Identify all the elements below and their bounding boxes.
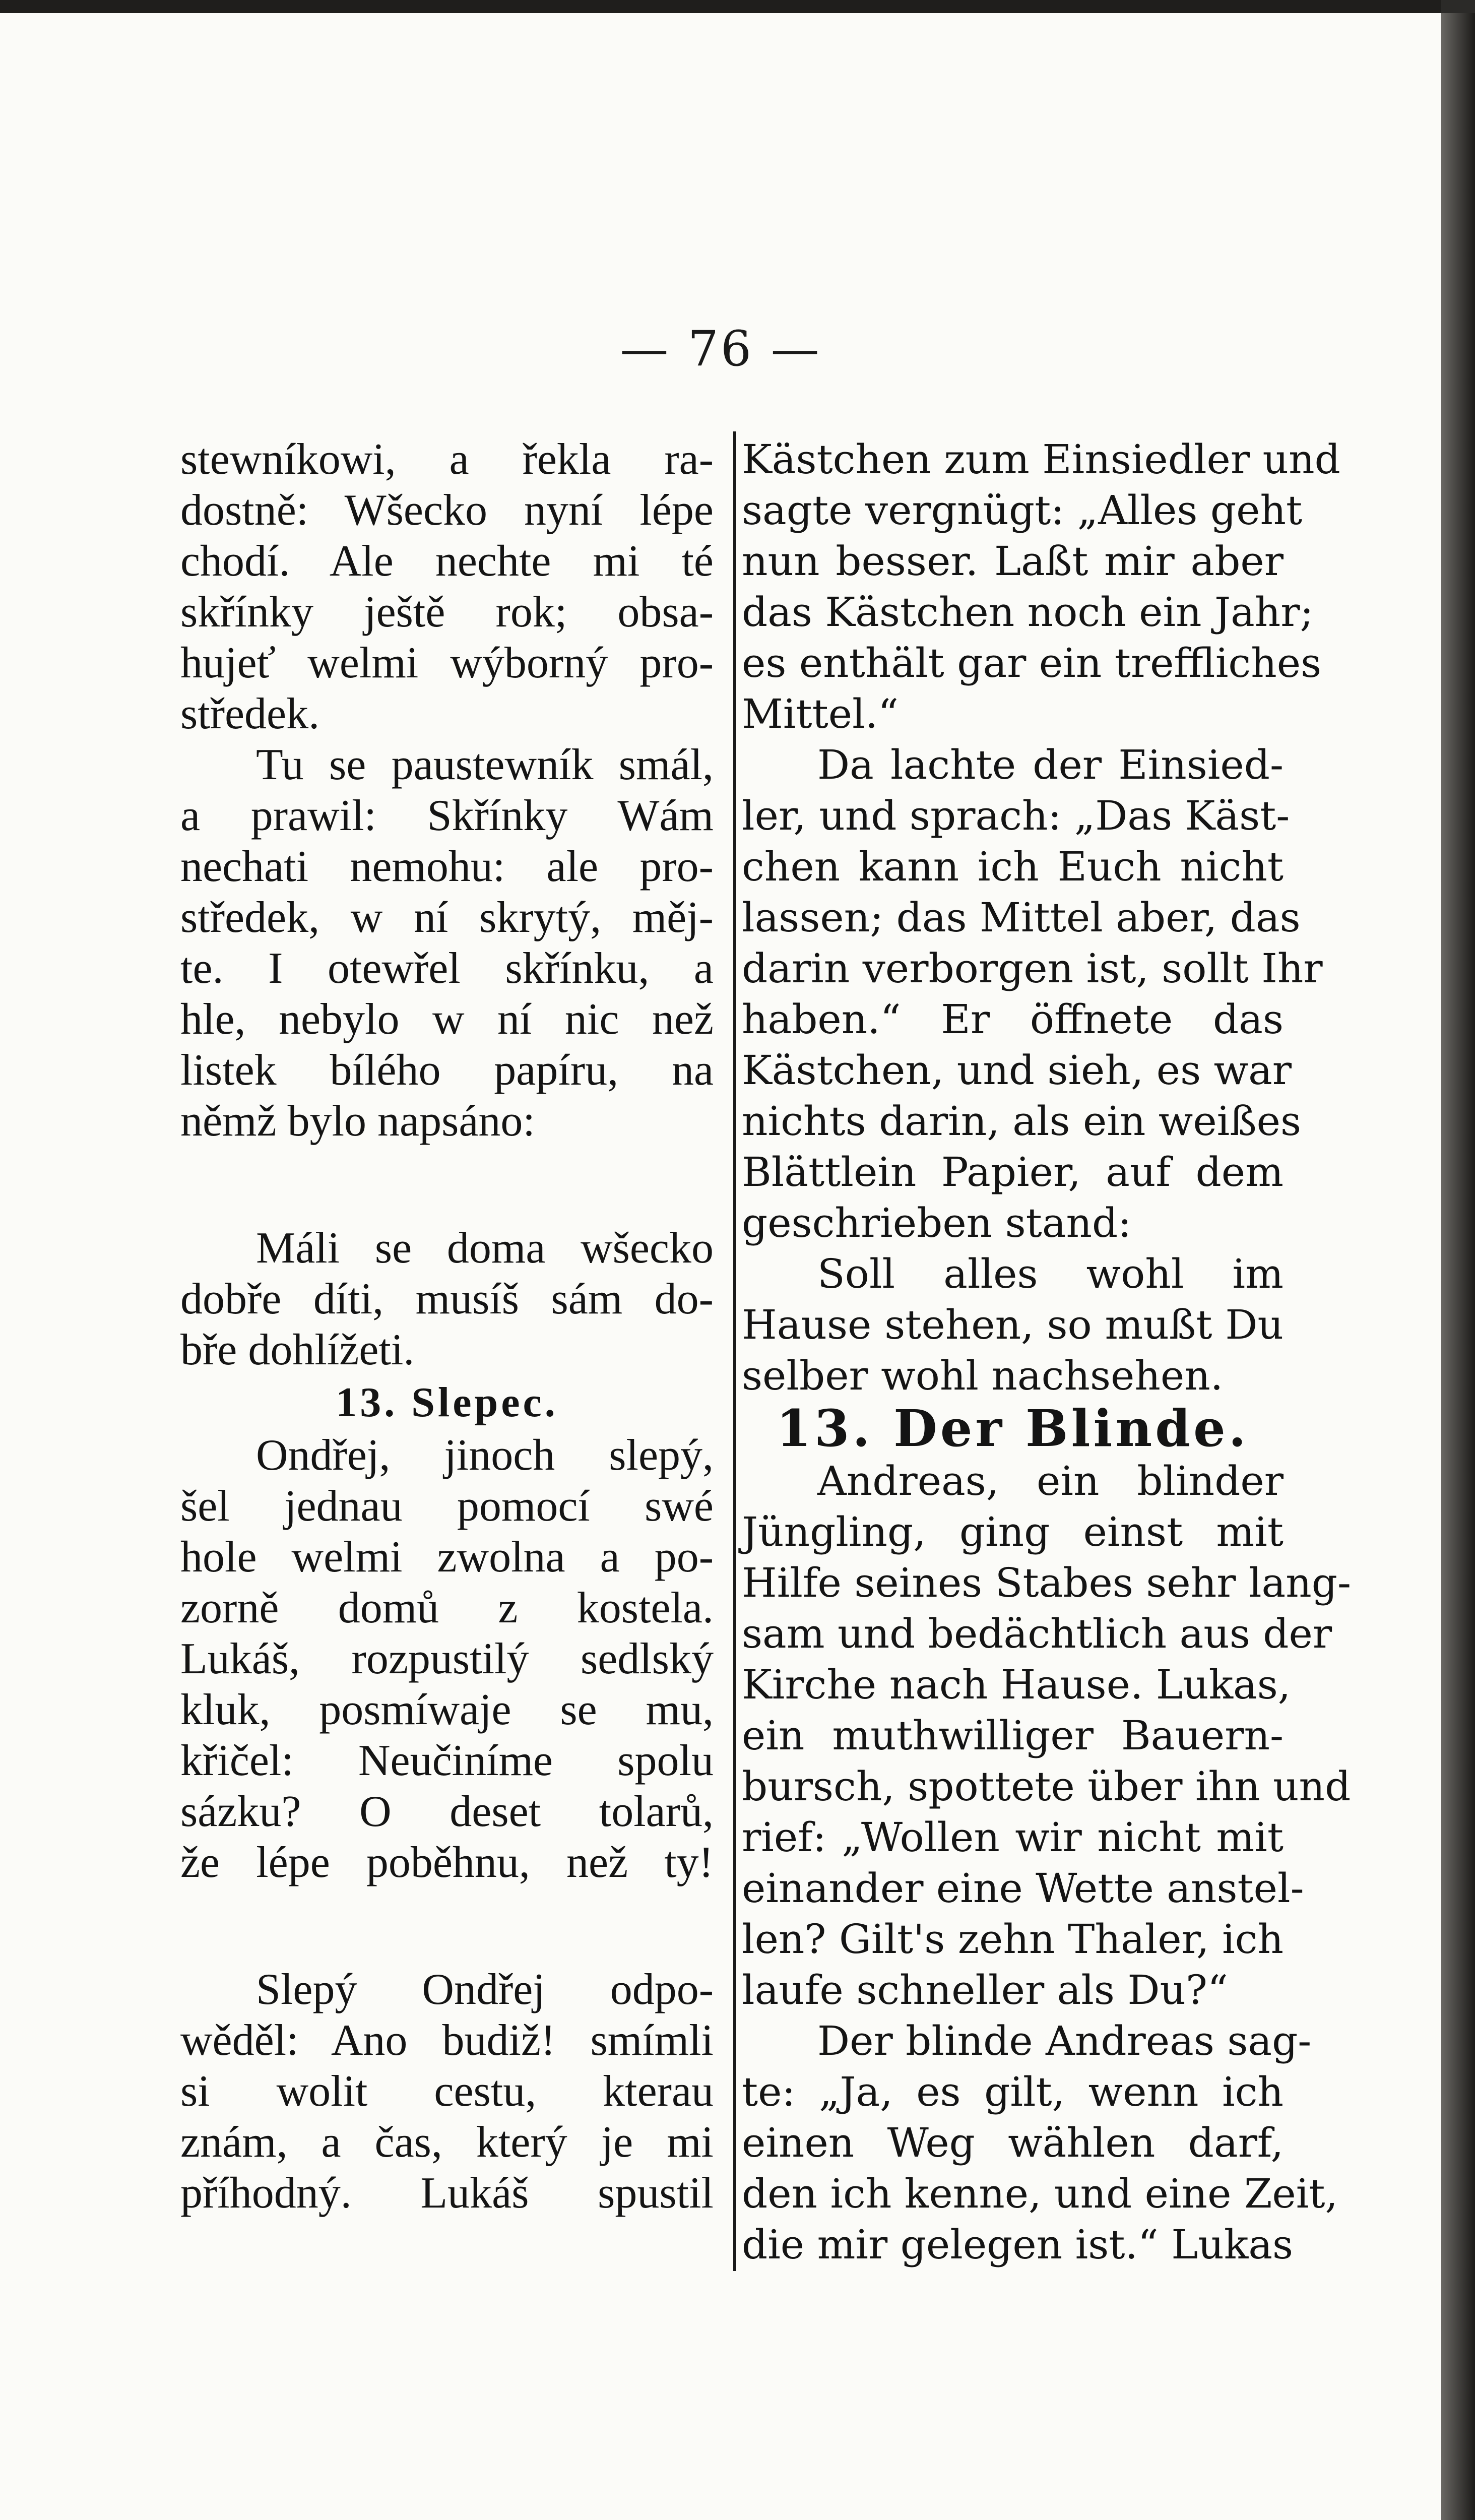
section-heading: 13. Slepec. (336, 1379, 558, 1426)
text-line: středek, w ní skrytý, měj- (180, 893, 714, 942)
text-line: si wolit cestu, kterau (180, 2067, 714, 2116)
czech-paragraph-1 (180, 434, 714, 739)
page-edge-shadow (1441, 13, 1475, 2520)
spacer (180, 1147, 714, 1198)
text-line: selber wohl nachsehen. (742, 1352, 1224, 1399)
text-line: hole welmi zwolna a po- (180, 1533, 714, 1582)
czech-column (180, 434, 714, 2274)
text-line: lassen; das Mittel aber, das (742, 894, 1301, 941)
text-line: křičel: Neučiníme spolu (180, 1736, 714, 1785)
text-line: skřínky ještě rok; obsa- (180, 588, 714, 637)
text-line: Mittel.“ (742, 690, 899, 737)
text-line: ler, und sprach: „Das Käst- (742, 792, 1290, 839)
german-paragraph-3 (742, 1456, 1351, 2015)
text-line: haben.“ Er öffnete das (742, 996, 1284, 1043)
text-line: hle, nebylo w ní nic než (180, 995, 714, 1044)
text-line: příhodný. Lukáš spustil (180, 2169, 714, 2218)
german-column (742, 434, 1351, 2274)
text-line: chodí. Ale nechte mi té (180, 537, 714, 586)
german-paragraph-1 (742, 434, 1340, 739)
text-line: te. I otewřel skřínku, a (180, 944, 714, 993)
text-line: chen kann ich Euch nicht (742, 843, 1284, 890)
text-line: zorně domů z kostela. (180, 1584, 714, 1632)
text-line: sam und bedächtlich aus der (742, 1610, 1332, 1657)
czech-paragraph-2 (180, 739, 714, 1147)
text-line: einander eine Wette anstel- (742, 1865, 1304, 1912)
column-divider (733, 431, 736, 2271)
text-line: Soll alles wohl im (817, 1250, 1284, 1297)
czech-paragraph-3 (180, 1430, 714, 1888)
spacer (180, 1939, 714, 1964)
text-line: Kästchen, und sieh, es war (742, 1047, 1292, 1094)
text-line: a prawil: Skřínky Wám (180, 791, 714, 840)
page-number: — 76 — (620, 321, 821, 377)
text-line: Der blinde Andreas sag- (817, 2018, 1312, 2064)
spacer (180, 1888, 714, 1939)
text-line: dobře díti, musíš sám do- (180, 1275, 714, 1324)
text-line: nichts darin, als ein weißes (742, 1098, 1302, 1145)
text-line: listek bílého papíru, na (180, 1046, 714, 1095)
text-line: stewníkowi, a řekla ra- (180, 435, 714, 484)
text-line: Kästchen zum Einsiedler und (742, 436, 1340, 483)
text-line: die mir gelegen ist.“ Lukas (742, 2221, 1294, 2268)
text-line: Hause stehen, so mußt Du (742, 1301, 1284, 1348)
text-line: den ich kenne, und eine Zeit, (742, 2170, 1338, 2217)
german-verse (742, 1248, 1284, 1401)
text-line: hujeť welmi wýborný pro- (180, 639, 714, 687)
text-line: rief: „Wollen wir nicht mit (742, 1814, 1284, 1861)
text-line: einen Weg wählen darf, (742, 2119, 1284, 2166)
text-line: bursch, spottete über ihn und (742, 1763, 1351, 1810)
text-line: šel jednau pomocí swé (180, 1482, 714, 1531)
text-line: laufe schneller als Du?“ (742, 1967, 1228, 2013)
text-line: Slepý Ondřej odpo- (256, 1965, 714, 2014)
text-line: znám, a čas, který je mi (180, 2118, 714, 2167)
text-line: Jüngling, ging einst mit (742, 1508, 1284, 1555)
text-line: Ondřej, jinoch slepý, (256, 1431, 714, 1480)
text-line: len? Gilt's zehn Thaler, ich (742, 1916, 1284, 1963)
czech-paragraph-4 (180, 1964, 714, 2219)
german-paragraph-2 (742, 739, 1323, 1248)
text-line: Lukáš, rozpustilý sedlský (180, 1634, 714, 1683)
text-line: es enthält gar ein treffliches (742, 640, 1322, 686)
text-line: ein muthwilliger Bauern- (742, 1712, 1284, 1759)
text-line: němž bylo napsáno: (180, 1097, 535, 1146)
text-line: Máli se doma wšecko (256, 1224, 714, 1273)
section-heading: 13. Der Blinde. (776, 1399, 1249, 1458)
text-line: nechati nemohu: ale pro- (180, 842, 714, 891)
text-line: sázku? O deset tolarů, (180, 1787, 714, 1836)
text-line: Kirche nach Hause. Lukas, (742, 1661, 1291, 1708)
text-line: sagte vergnügt: „Alles geht (742, 487, 1303, 534)
text-line: darin verborgen ist, sollt Ihr (742, 945, 1323, 992)
german-paragraph-4 (742, 2015, 1338, 2270)
czech-verse (180, 1223, 714, 1375)
text-line: wěděl: Ano budiž! smímli (180, 2016, 714, 2065)
text-line: Da lachte der Einsied- (817, 741, 1284, 788)
spacer (180, 1198, 714, 1223)
text-line: kluk, posmíwaje se mu, (180, 1685, 714, 1734)
text-line: středek. (180, 689, 320, 738)
text-line: že lépe poběhnu, než ty! (180, 1838, 714, 1887)
text-line: bře dohlížeti. (180, 1326, 415, 1374)
text-line: nun besser. Laßt mir aber (742, 538, 1284, 585)
text-line: geschrieben stand: (742, 1200, 1132, 1246)
text-line: dostně: Wšecko nyní lépe (180, 486, 714, 535)
text-line: Hilfe seines Stabes sehr lang- (742, 1559, 1351, 1606)
text-line: das Kästchen noch ein Jahr; (742, 589, 1314, 636)
text-line: Tu se paustewník smál, (256, 740, 714, 789)
text-line: te: „Ja, es gilt, wenn ich (742, 2068, 1284, 2115)
text-line: Andreas, ein blinder (817, 1458, 1284, 1504)
text-line: Blättlein Papier, auf dem (742, 1149, 1284, 1195)
